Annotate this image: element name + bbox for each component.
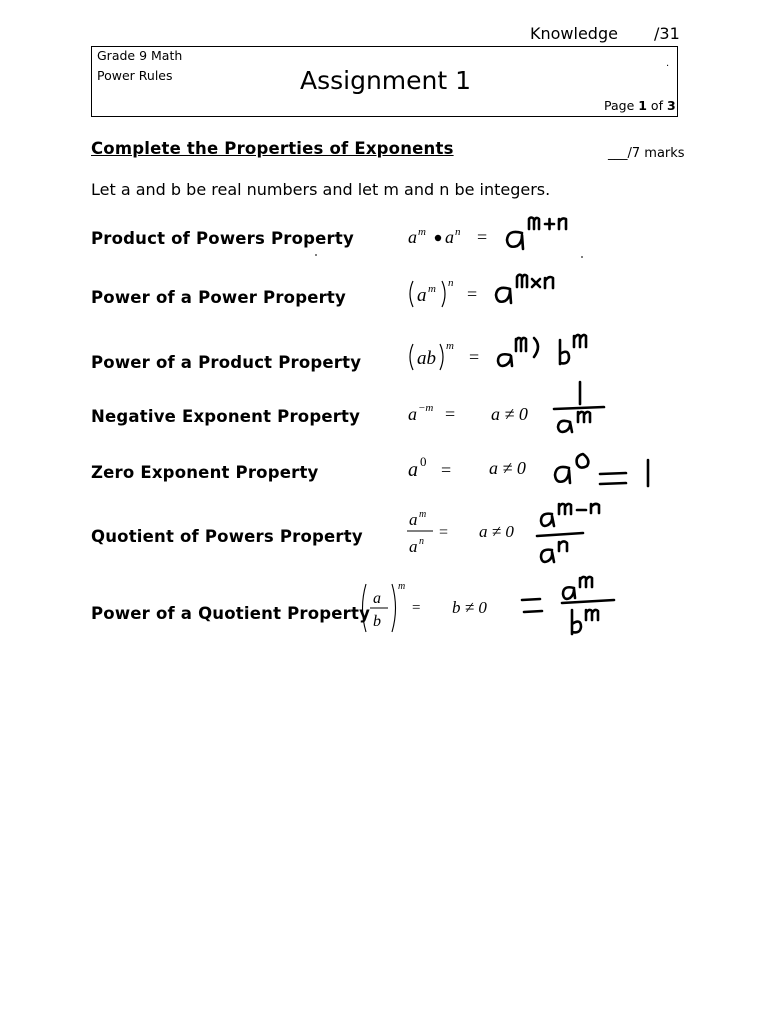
svg-text:m: m	[446, 340, 454, 352]
property-label: Power of a Product Property	[91, 353, 362, 372]
svg-text:m: m	[418, 226, 426, 238]
handwritten-answer-6	[535, 500, 645, 570]
handwritten-answer-7	[518, 570, 628, 640]
negative-exponent-formula	[405, 398, 545, 428]
svg-text:m: m	[419, 509, 427, 520]
svg-text:n: n	[455, 226, 461, 238]
quotient-of-powers-formula	[405, 505, 535, 561]
svg-text:=: =	[477, 227, 488, 247]
svg-text:=: =	[439, 524, 449, 541]
stray-mark	[581, 256, 583, 258]
unit-name: Power Rules	[97, 68, 173, 83]
svg-text:a: a	[373, 590, 381, 607]
marks-label: ___/7 marks	[608, 146, 685, 161]
svg-text:=: =	[469, 347, 480, 367]
svg-text:n: n	[419, 536, 424, 547]
svg-text:n: n	[448, 277, 454, 289]
page-number: Page 1 of 3	[604, 98, 676, 113]
product-of-powers-formula	[405, 222, 495, 252]
svg-text:a: a	[409, 537, 418, 556]
svg-text:−m: −m	[418, 402, 434, 414]
svg-text:m: m	[428, 283, 436, 295]
svg-text:a: a	[409, 510, 418, 529]
svg-text:ab: ab	[417, 348, 436, 369]
svg-text:b: b	[373, 613, 381, 630]
course-name: Grade 9 Math	[97, 48, 183, 63]
svg-text:a: a	[417, 285, 427, 306]
power-of-quotient-formula	[358, 578, 508, 638]
handwritten-answer-5	[550, 446, 660, 496]
handwritten-answer-3	[490, 330, 610, 375]
knowledge-label: Knowledge	[530, 24, 618, 43]
property-label: Zero Exponent Property	[91, 463, 319, 482]
handwritten-answer-1	[500, 215, 580, 260]
stray-mark	[315, 254, 317, 256]
handwritten-answer-2	[490, 272, 580, 312]
section-title: Complete the Properties of Exponents	[91, 139, 454, 158]
svg-text:=: =	[445, 404, 456, 424]
property-label: Negative Exponent Property	[91, 407, 361, 426]
svg-text:m: m	[398, 581, 406, 592]
property-label: Power of a Power Property	[91, 288, 346, 307]
svg-text:a: a	[408, 459, 418, 481]
svg-text:=: =	[441, 460, 452, 480]
intro-text: Let a and b be real numbers and let m and n be integers.	[91, 180, 551, 199]
condition-text: a ≠ 0	[489, 458, 526, 478]
power-of-product-formula	[405, 338, 495, 378]
stray-dot: .	[666, 58, 670, 69]
zero-exponent-formula	[405, 452, 550, 484]
page-title: Assignment 1	[300, 66, 472, 95]
property-label: Quotient of Powers Property	[91, 527, 363, 546]
svg-text:=: =	[412, 600, 421, 616]
svg-text:=: =	[467, 284, 478, 304]
property-label: Product of Powers Property	[91, 229, 354, 248]
condition-text: a ≠ 0	[479, 522, 514, 541]
svg-text:a: a	[408, 227, 417, 247]
handwritten-answer-4	[550, 374, 610, 439]
svg-text:a: a	[445, 227, 454, 247]
svg-text:0: 0	[420, 454, 427, 469]
property-label: Power of a Quotient Property	[91, 604, 371, 623]
condition-text: b ≠ 0	[452, 598, 487, 617]
power-of-power-formula	[405, 275, 485, 315]
condition-text: a ≠ 0	[491, 404, 528, 424]
svg-text:a: a	[408, 404, 417, 424]
knowledge-score: /31	[654, 24, 680, 43]
